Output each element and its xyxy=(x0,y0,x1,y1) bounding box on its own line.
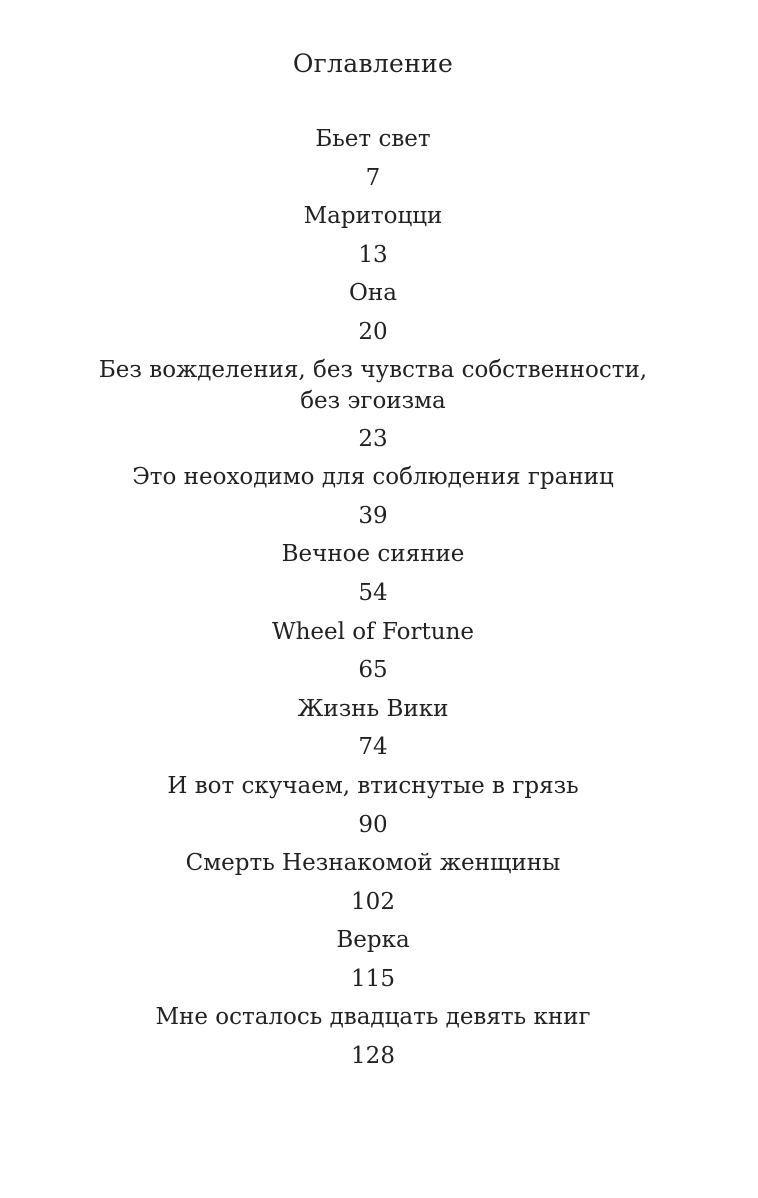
toc-entry[interactable] xyxy=(0,690,746,767)
toc-entry-title: И вот скучаем, втиснутые в грязь xyxy=(167,772,579,799)
toc-entry[interactable] xyxy=(0,352,746,459)
toc-entry[interactable] xyxy=(0,844,746,921)
toc-entry-page-number: 39 xyxy=(358,502,388,529)
table-of-contents xyxy=(0,120,746,1076)
toc-entry[interactable] xyxy=(0,921,746,998)
toc-entry[interactable] xyxy=(0,998,746,1075)
toc-entry-title: Маритоцци xyxy=(303,203,443,230)
toc-entry-title: Wheel of Fortune xyxy=(271,618,475,645)
toc-entry[interactable] xyxy=(0,458,746,535)
page-title: Оглавление xyxy=(292,49,454,78)
toc-entry-page-number: 128 xyxy=(351,1043,395,1070)
toc-entry[interactable] xyxy=(0,767,746,844)
toc-entry-page-number: 74 xyxy=(358,734,388,761)
toc-entry[interactable] xyxy=(0,535,746,612)
toc-entry-page-number: 7 xyxy=(365,164,381,191)
toc-entry-page-number: 54 xyxy=(358,579,388,606)
toc-entry[interactable] xyxy=(0,120,746,197)
toc-entry[interactable] xyxy=(0,197,746,274)
toc-entry-page-number: 90 xyxy=(358,811,388,838)
toc-entry-page-number: 115 xyxy=(351,965,395,992)
toc-entry-page-number: 20 xyxy=(358,318,388,345)
toc-entry-page-number: 23 xyxy=(358,425,388,452)
toc-entry-title: Вечное сияние xyxy=(281,541,465,568)
toc-entry[interactable] xyxy=(0,613,746,690)
toc-entry-title: Она xyxy=(349,280,397,307)
toc-entry-title: Верка xyxy=(336,927,410,954)
toc-entry-page-number: 65 xyxy=(358,657,388,684)
toc-entry-title: Смерть Незнакомой женщины xyxy=(185,850,561,877)
toc-entry-page-number: 102 xyxy=(351,888,395,915)
toc-entry-title: Без вожделения, без чувства собственности, без эгоизма xyxy=(98,356,648,414)
toc-entry-page-number: 13 xyxy=(358,241,388,268)
toc-entry-title: Жизнь Вики xyxy=(297,695,449,722)
toc-entry-title: Бьет свет xyxy=(315,126,431,152)
toc-entry-title: Мне осталось двадцать девять книг xyxy=(155,1004,591,1031)
toc-entry[interactable] xyxy=(0,274,746,351)
toc-entry-title: Это неоходимо для соблюдения границ xyxy=(132,464,614,491)
